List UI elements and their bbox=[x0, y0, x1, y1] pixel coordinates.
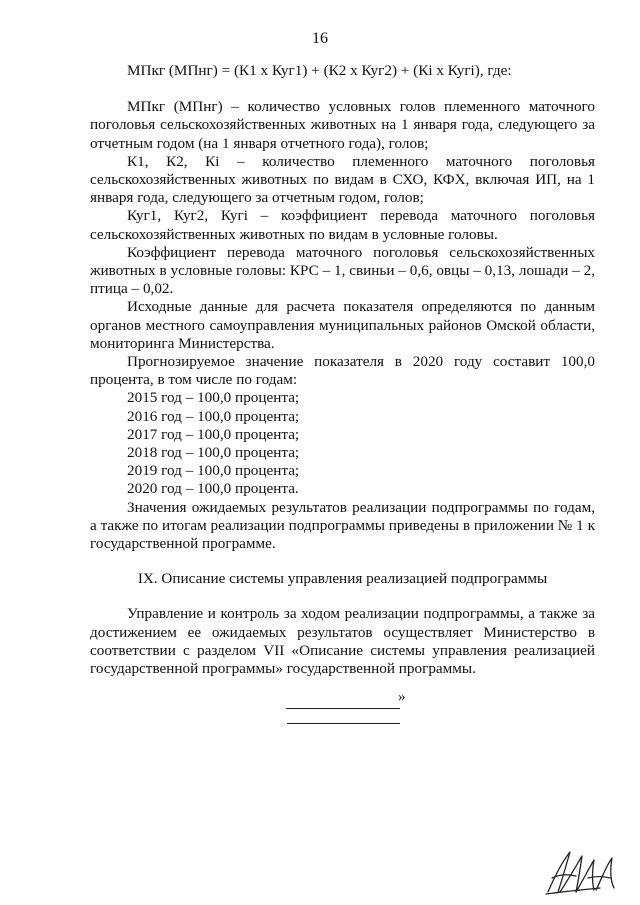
page-number: 16 bbox=[312, 30, 328, 47]
paragraph-conversion-coefficients: Коэффициент перевода маточного поголовья сельскохозяйственных животных в условные головы: КРС – 1, свиньи – 0,6, овцы – 0,13, лошади – 2, птица – 0,02. bbox=[90, 243, 595, 298]
year-value-item: 2019 год – 100,0 процента; bbox=[127, 462, 300, 480]
spacer bbox=[90, 553, 595, 570]
year-value-item: 2017 год – 100,0 процента; bbox=[127, 425, 300, 443]
paragraph-source-data: Исходные данные для расчета показателя определяются по данным органов местного самоуправления муниципальных районов Омской области, мониторинга Министерства. bbox=[90, 298, 595, 352]
year-value-item: 2015 год – 100,0 процента; bbox=[127, 389, 300, 407]
closing-quote: » bbox=[398, 688, 406, 705]
paragraph-management-control: Управление и контроль за ходом реализации подпрограммы, а также за достижением ее ожидаемых результатов осуществляет Министерство в соответствии с разделом VII «Описание системы управления реализацией государственной программы» государственной программы. bbox=[90, 605, 595, 678]
year-values-list bbox=[90, 389, 595, 498]
formula-line: МПкг (МПнг) = (К1 х Куг1) + (К2 х Куг2) + (Кi х Кугi), где: bbox=[127, 62, 512, 79]
paragraph-mpkg-definition: МПкг (МПнг) – количество условных голов племенного маточного поголовья сельскохозяйственных животных на 1 января года, следующего за отчетным годом (на 1 января отчетного года), голов; bbox=[90, 98, 595, 152]
spacer bbox=[90, 588, 595, 605]
paragraph-expected-results: Значения ожидаемых результатов реализации подпрограммы по годам, а также по итогам реализации подпрограммы приведены в приложении № 1 к государственной программе. bbox=[90, 498, 595, 553]
handwritten-signature-icon bbox=[540, 848, 620, 898]
document-body bbox=[90, 62, 595, 678]
section-title: IX. Описание системы управления реализацией подпрограммы bbox=[137, 570, 548, 588]
closing-underline bbox=[286, 690, 400, 709]
paragraph-kug-definition: Куг1, Куг2, Кугi – коэффициент перевода маточного поголовья сельскохозяйственных животных по видам в условные головы. bbox=[90, 207, 595, 243]
paragraph-forecast-value: Прогнозируемое значение показателя в 2020 году составит 100,0 процента, в том числе по годам: bbox=[90, 353, 595, 389]
year-value-item: 2020 год – 100,0 процента. bbox=[127, 480, 299, 498]
paragraph-k-definition: К1, К2, Кi – количество племенного маточного поголовья сельскохозяйственных животных по видам в СХО, КФХ, включая ИП, на 1 января года, следующего за отчетным годом, голов; bbox=[90, 152, 595, 207]
year-value-item: 2018 год – 100,0 процента; bbox=[127, 444, 300, 462]
separator-line bbox=[287, 723, 400, 724]
year-value-item: 2016 год – 100,0 процента; bbox=[127, 407, 300, 425]
